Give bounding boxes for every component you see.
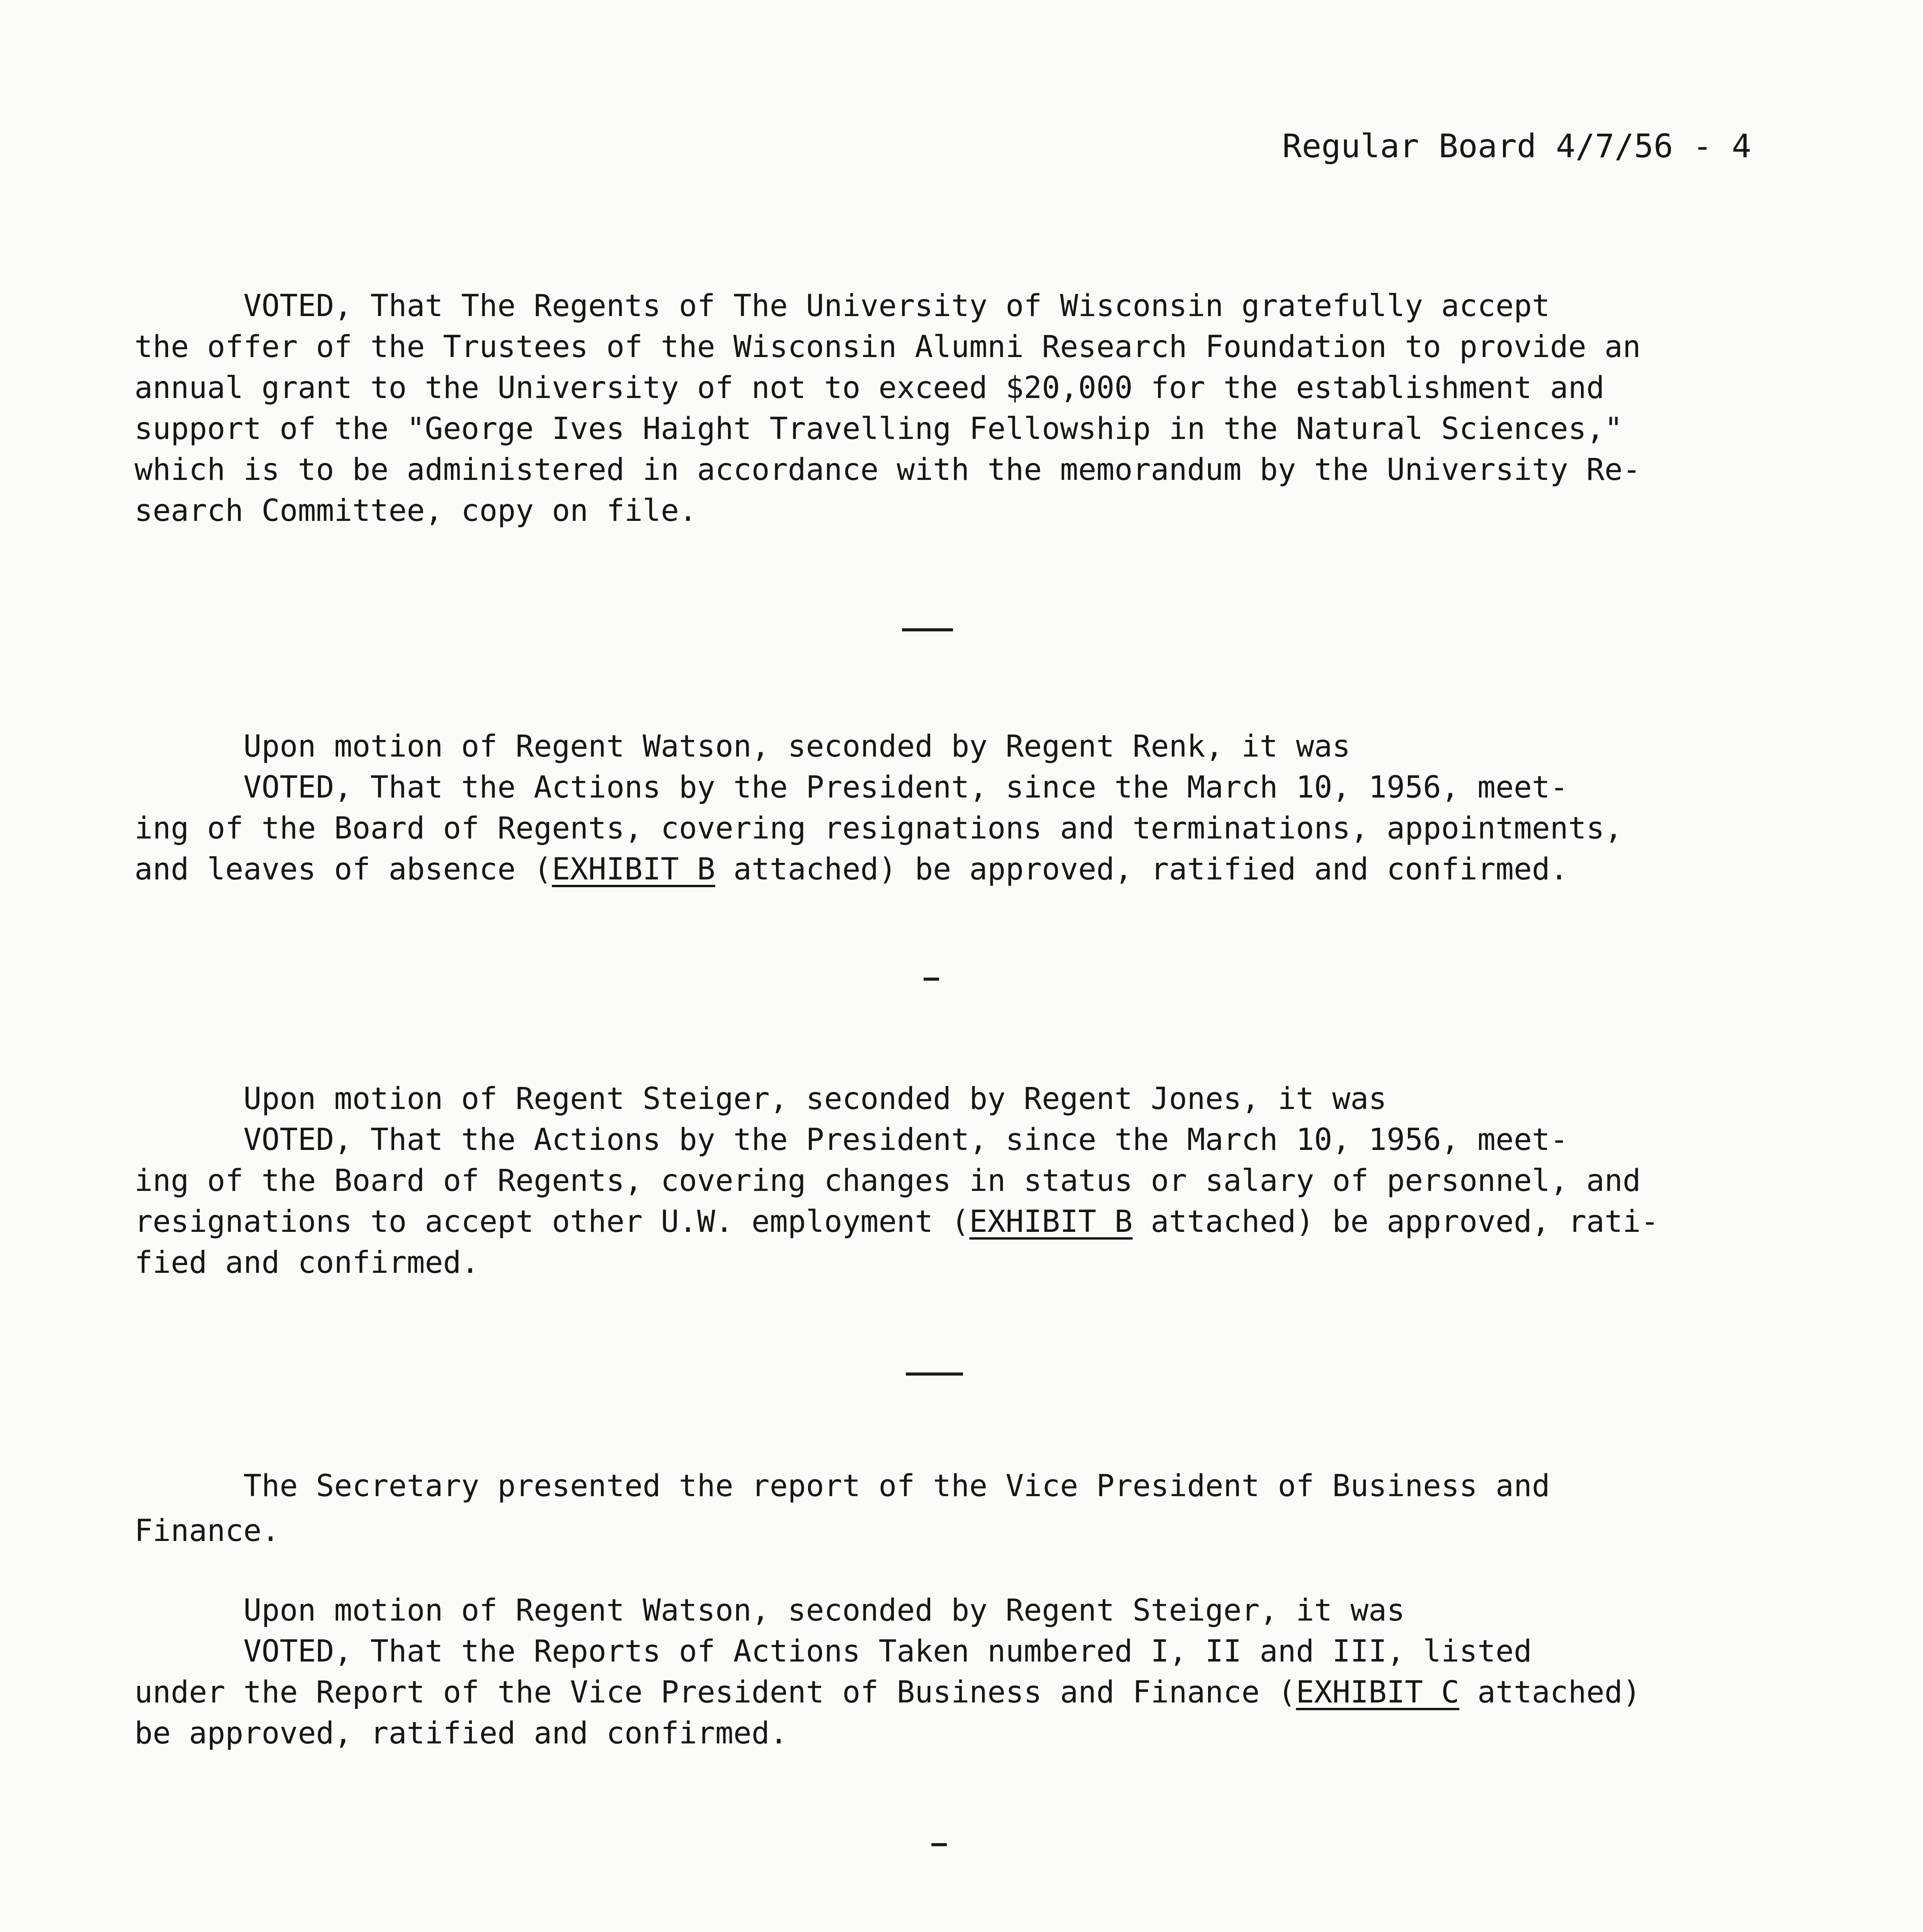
text-run: attached) <box>1459 1675 1641 1710</box>
exhibit-reference: EXHIBIT B <box>969 1204 1133 1239</box>
text-line: Upon motion of Regent Watson, seconded by Regent Steiger, it was <box>134 1593 1405 1628</box>
text-line: ing of the Board of Regents, covering resignations and terminations, appointments, <box>134 811 1623 846</box>
text-line: Upon motion of Regent Steiger, seconded by Regent Jones, it was <box>134 1082 1387 1116</box>
section-divider <box>931 1843 947 1846</box>
exhibit-reference: EXHIBIT C <box>1296 1675 1460 1710</box>
text-run: attached) be approved, rati- <box>1132 1204 1659 1239</box>
text-line <box>134 1202 1659 1242</box>
text-run: resignations to accept other U.W. employment ( <box>134 1204 970 1239</box>
text-line: annual grant to the University of not to exceed $20,000 for the establishment and <box>134 371 1605 405</box>
exhibit-reference: EXHIBIT B <box>552 852 715 887</box>
section-divider <box>906 1372 963 1376</box>
text-line: VOTED, That the Actions by the President, since the March 10, 1956, meet- <box>134 1122 1568 1157</box>
text-run: and leaves of absence ( <box>134 852 552 887</box>
text-line: ing of the Board of Regents, covering changes in status or salary of personnel, and <box>134 1163 1641 1198</box>
section-divider <box>924 978 939 981</box>
text-line: support of the "George Ives Haight Travelling Fellowship in the Natural Sciences," <box>134 412 1623 446</box>
text-line: Upon motion of Regent Watson, seconded by Regent Renk, it was <box>134 729 1351 764</box>
text-line: be approved, ratified and confirmed. <box>134 1716 788 1751</box>
text-line: which is to be administered in accordance with the memorandum by the University Re- <box>134 452 1641 487</box>
text-line <box>134 1672 1641 1713</box>
text-line <box>134 849 1568 889</box>
text-line: The Secretary presented the report of the Vice President of Business and <box>134 1469 1550 1503</box>
text-line: fied and confirmed. <box>134 1245 480 1280</box>
section-divider <box>902 628 953 631</box>
text-line: VOTED, That The Regents of The University of Wisconsin gratefully accept <box>134 289 1550 323</box>
text-line: VOTED, That the Actions by the President, since the March 10, 1956, meet- <box>134 770 1568 805</box>
text-line: Finance. <box>134 1514 280 1548</box>
page-header: Regular Board 4/7/56 - 4 <box>1282 127 1751 165</box>
text-line: VOTED, That the Reports of Actions Taken numbered I, II and III, listed <box>134 1634 1532 1669</box>
text-line: the offer of the Trustees of the Wisconsin Alumni Research Foundation to provide an <box>134 330 1641 364</box>
text-run: under the Report of the Vice President of Business and Finance ( <box>134 1675 1296 1710</box>
text-line: search Committee, copy on file. <box>134 493 697 528</box>
text-run: attached) be approved, ratified and confirmed. <box>715 852 1568 887</box>
